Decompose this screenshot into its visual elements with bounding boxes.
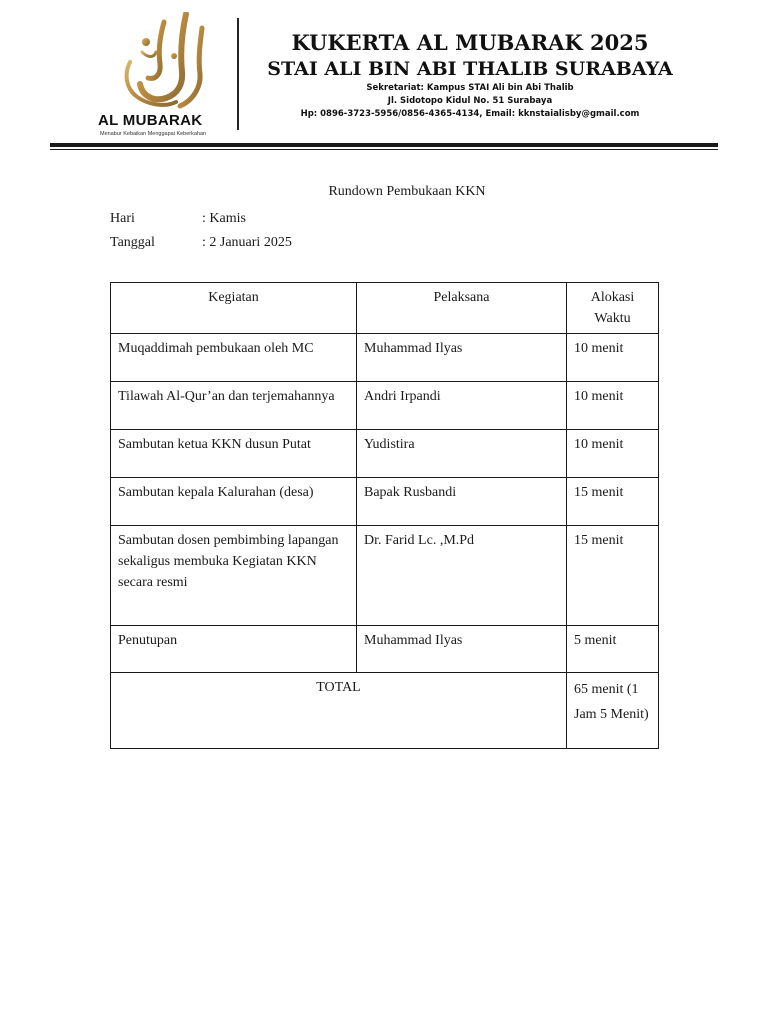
activity-cell: Sambutan ketua KKN dusun Putat [111,430,357,478]
date-label: Tanggal [110,235,155,250]
table-row [111,526,659,626]
day-value: : Kamis [202,211,246,226]
executor-cell: Dr. Farid Lc. ,M.Pd [357,526,567,626]
activity-cell: Tilawah Al-Qur’an dan terjemahannya [111,382,357,430]
table-header-row [111,283,659,334]
time-cell: 15 menit [567,526,659,626]
header-divider [237,18,239,130]
rundown-table [110,282,659,749]
executor-cell: Bapak Rusbandi [357,478,567,526]
total-label: TOTAL [111,673,567,749]
org-address: Jl. Sidotopo Kidul No. 51 Surabaya [387,96,553,106]
document-title: Rundown Pembukaan KKN [328,184,486,199]
header-rule-thick [50,143,718,147]
time-cell: 10 menit [567,334,659,382]
activity-cell: Sambutan kepala Kalurahan (desa) [111,478,357,526]
table-row [111,430,659,478]
logo-name: AL MUBARAK [98,112,203,129]
table-total-row [111,673,659,749]
org-contact: Hp: 0896-3723-5956/0856-4365-4134, Email: kknstaialisby@gmail.com [300,109,640,119]
executor-cell: Muhammad Ilyas [357,334,567,382]
org-title-line1: KUKERTA AL MUBARAK 2025 [291,30,649,55]
header-rule-thin [50,149,718,150]
activity-cell: Sambutan dosen pembimbing lapangan sekaligus membuka Kegiatan KKN secara resmi [111,526,357,626]
table-row [111,382,659,430]
activity-cell: Muqaddimah pembukaan oleh MC [111,334,357,382]
meta-date [110,235,292,251]
date-value: : 2 Januari 2025 [202,235,292,250]
header-executor: Pelaksana [357,283,567,334]
time-cell: 5 menit [567,626,659,673]
logo-tagline: Menabur Kebaikan Menggapai Keberkahan [100,131,207,137]
table-row [111,478,659,526]
executor-cell: Yudistira [357,430,567,478]
total-value: 65 menit (1 Jam 5 Menit) [567,673,659,749]
calligraphy-logo-icon [116,12,220,110]
org-title-line2: STAI ALI BIN ABI THALIB SURABAYA [267,58,673,80]
table-row [111,626,659,673]
activity-cell: Penutupan [111,626,357,673]
time-cell: 15 menit [567,478,659,526]
letterhead [0,0,768,160]
organization-block [250,30,690,121]
executor-cell: Andri Irpandi [357,382,567,430]
executor-cell: Muhammad Ilyas [357,626,567,673]
day-label: Hari [110,211,135,226]
meta-day [110,211,246,227]
table-row [111,334,659,382]
header-time: Alokasi Waktu [567,283,659,334]
org-secretariat: Sekretariat: Kampus STAI Ali bin Abi Thalib [366,83,574,93]
header-activity: Kegiatan [111,283,357,334]
time-cell: 10 menit [567,430,659,478]
al-mubarak-logo [98,12,238,140]
time-cell: 10 menit [567,382,659,430]
